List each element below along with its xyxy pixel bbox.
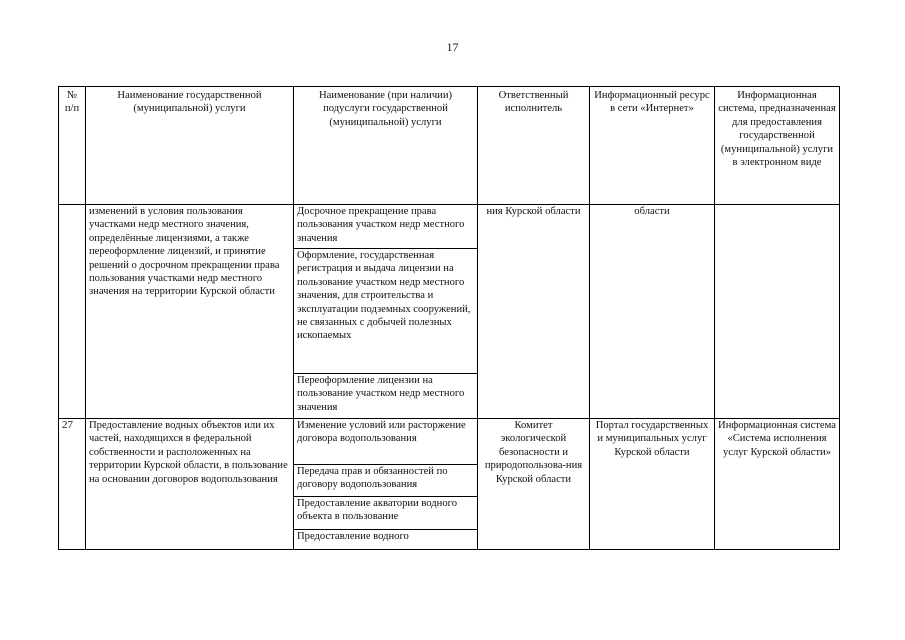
table-row [59, 419, 840, 465]
executor-cell: Комитет экологической безопасности и природопользова-ния Курской области [478, 419, 590, 550]
service-name-cell: Предоставление водных объектов или их частей, находящихся в федеральной собственности и расположенных на территории Курской области, в пользование на основании договоров водопользования [86, 419, 294, 550]
header-information-system: Информационная система, предназначенная для предоставления государственной (муниципальной) услуги в электронном виде [715, 87, 840, 205]
services-table [58, 86, 840, 550]
subservice-cell: Передача прав и обязанностей по договору водопользования [294, 465, 478, 497]
subservice-cell: Досрочное прекращение права пользования участком недр местного значения [294, 205, 478, 249]
row-number [59, 205, 86, 419]
information-system-cell [715, 205, 840, 419]
row-number: 27 [59, 419, 86, 550]
header-service-name: Наименование государственной (муниципальной) услуги [86, 87, 294, 205]
executor-cell: ния Курской области [478, 205, 590, 419]
subservice-cell: Изменение условий или расторжение договора водопользования [294, 419, 478, 465]
subservice-cell: Предоставление акватории водного объекта в пользование [294, 497, 478, 530]
page-number: 17 [446, 40, 459, 54]
header-internet-resource: Информационный ресурс в сети «Интернет» [590, 87, 715, 205]
internet-resource-cell: области [590, 205, 715, 419]
header-executor: Ответственный исполнитель [478, 87, 590, 205]
subservice-cell: Переоформление лицензии на пользование участком недр местного значения [294, 374, 478, 419]
table-row [59, 205, 840, 249]
table-header-row [59, 87, 840, 205]
information-system-cell: Информационная система «Система исполнения услуг Курской области» [715, 419, 840, 550]
service-name-cell: изменений в условия пользования участками недр местного значения, определённые лицензиями, а также переоформление лицензий, и принятие решений о досрочном прекращении права пользования участками недр местного значения на территории Курской области [86, 205, 294, 419]
internet-resource-cell: Портал государственных и муниципальных услуг Курской области [590, 419, 715, 550]
subservice-cell: Предоставление водного [294, 530, 478, 550]
header-number: № п/п [59, 87, 86, 205]
header-subservice-name: Наименование (при наличии) подуслуги государственной (муниципальной) услуги [294, 87, 478, 205]
subservice-cell: Оформление, государственная регистрация и выдача лицензии на пользование участком недр местного значения, для строительства и эксплуатации подземных сооружений, не связанных с добычей полезных ископаемых [294, 249, 478, 374]
